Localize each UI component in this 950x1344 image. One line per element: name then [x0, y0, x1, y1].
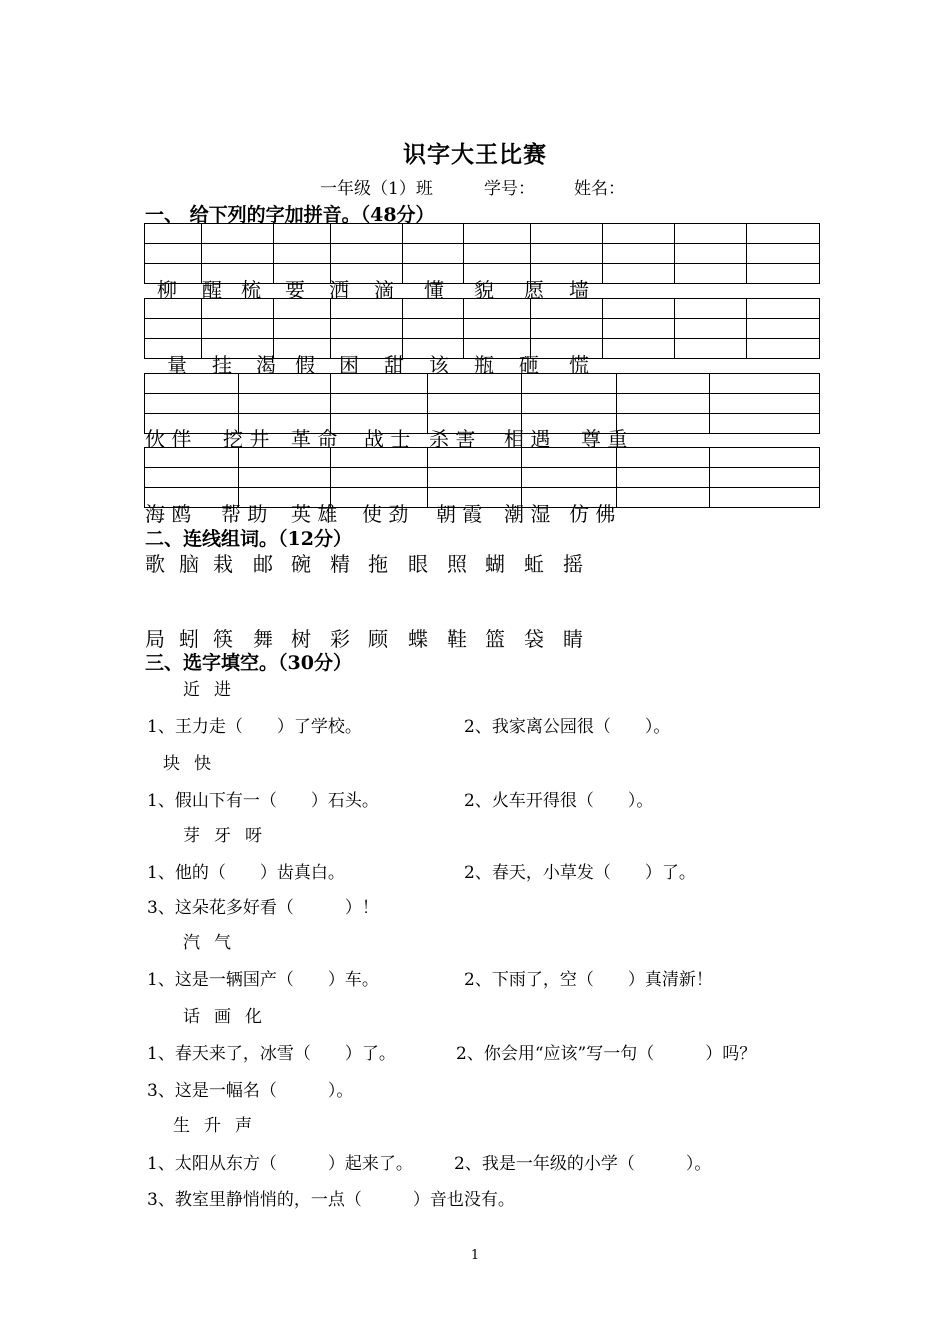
options-4 [183, 928, 245, 953]
question: 3、这是一幅名（ ）。 [147, 1081, 354, 1101]
section2-heading: 二、连线组词。（12分） [145, 528, 352, 550]
word: 挖 井 [223, 427, 270, 451]
question: 2、我家离公园很（ ）。 [464, 717, 671, 737]
name-label: 姓名： [574, 179, 625, 199]
char: 柳 [157, 278, 177, 302]
link-char[interactable]: 蚓 [179, 627, 199, 651]
link-char[interactable]: 照 [447, 552, 467, 576]
pinyin-cell[interactable] [675, 299, 747, 319]
char: 醒 [202, 278, 222, 302]
char: 砸 [519, 353, 539, 377]
option-char: 汽 [183, 933, 200, 953]
pinyin-cell[interactable] [603, 299, 675, 319]
word: 相 遇 [504, 427, 551, 451]
link-char[interactable]: 蝴 [485, 552, 505, 576]
pinyin-cell[interactable] [428, 374, 522, 394]
char: 滴 [374, 278, 394, 302]
word: 革 命 [291, 427, 338, 451]
link-char[interactable]: 邮 [253, 552, 273, 576]
link-char[interactable]: 顾 [368, 627, 388, 651]
question: 3、这朵花多好看（ ）！ [147, 898, 379, 918]
char: 挂 [212, 353, 232, 377]
student-no-label: 学号： [484, 179, 535, 199]
option-char: 气 [214, 933, 231, 953]
pinyin-cell[interactable] [617, 448, 710, 468]
link-char[interactable]: 局 [145, 627, 165, 651]
question: 2、下雨了，空（ ）真清新！ [464, 970, 713, 990]
word: 朝 霞 [436, 502, 483, 526]
link-char[interactable]: 篮 [485, 627, 505, 651]
link-char[interactable]: 歌 [145, 552, 165, 576]
link-char[interactable]: 袋 [524, 627, 544, 651]
option-char: 声 [235, 1116, 252, 1136]
pinyin-cell[interactable] [331, 299, 403, 319]
option-char: 牙 [214, 826, 231, 846]
pinyin-cell[interactable] [145, 374, 239, 394]
option-char: 画 [214, 1007, 231, 1027]
char: 愿 [524, 278, 544, 302]
pinyin-cell[interactable] [675, 224, 747, 244]
char: 懂 [424, 278, 444, 302]
word: 使 劲 [362, 502, 409, 526]
word: 海 鸥 [145, 502, 192, 526]
option-char: 呀 [245, 826, 262, 846]
pinyin-cell[interactable] [464, 299, 531, 319]
char: 貌 [474, 278, 494, 302]
char: 要 [285, 278, 305, 302]
char: 假 [295, 353, 315, 377]
char: 量 [167, 353, 187, 377]
word: 仿 佛 [569, 502, 616, 526]
question: 3、教室里静悄悄的，一点（ ）音也没有。 [147, 1190, 515, 1210]
link-char[interactable]: 栽 [213, 552, 233, 576]
question: 1、太阳从东方（ ）起来了。 [147, 1154, 413, 1174]
pinyin-cell[interactable] [603, 224, 675, 244]
question: 2、春天，小草发（ ）了。 [464, 863, 696, 883]
question: 1、他的（ ）齿真白。 [147, 863, 345, 883]
word: 战 士 [364, 427, 411, 451]
link-char[interactable]: 舞 [253, 627, 273, 651]
pinyin-cell[interactable] [145, 224, 202, 244]
word: 潮 湿 [504, 502, 551, 526]
options-5 [183, 1002, 276, 1027]
link-char[interactable]: 脑 [179, 552, 199, 576]
link-char[interactable]: 精 [330, 552, 350, 576]
option-char: 近 [183, 680, 200, 700]
pinyin-cell[interactable] [617, 374, 710, 394]
char: 甜 [384, 353, 404, 377]
pinyin-cell[interactable] [239, 448, 331, 468]
pinyin-cell[interactable] [331, 374, 428, 394]
option-char: 快 [194, 754, 211, 774]
pinyin-cell[interactable] [747, 224, 820, 244]
char: 墙 [569, 278, 589, 302]
char: 渴 [256, 353, 276, 377]
options-2 [163, 749, 225, 774]
question: 1、春天来了，冰雪（ ）了。 [147, 1044, 396, 1064]
word: 杀 害 [429, 427, 476, 451]
page-number: 1 [470, 1248, 480, 1263]
word: 英 雄 [291, 502, 338, 526]
char: 该 [429, 353, 449, 377]
option-char: 块 [163, 754, 180, 774]
options-1 [183, 675, 245, 700]
char: 梳 [241, 278, 261, 302]
link-char[interactable]: 蝶 [408, 627, 428, 651]
question: 1、假山下有一（ ）石头。 [147, 791, 379, 811]
pinyin-cell[interactable] [531, 299, 603, 319]
pinyin-cell[interactable] [145, 299, 202, 319]
question: 1、这是一辆国产（ ）车。 [147, 970, 379, 990]
class-label: 一年级（1）班 [320, 179, 433, 199]
page-title: 识字大王比赛 [403, 141, 547, 168]
options-3 [183, 821, 276, 846]
pinyin-cell[interactable] [403, 299, 464, 319]
pinyin-cell[interactable] [331, 224, 403, 244]
option-char: 话 [183, 1007, 200, 1027]
char: 瓶 [474, 353, 494, 377]
pinyin-cell[interactable] [710, 374, 820, 394]
pinyin-cell[interactable] [522, 374, 617, 394]
option-char: 化 [245, 1007, 262, 1027]
pinyin-cell[interactable] [531, 224, 603, 244]
pinyin-cell[interactable] [145, 448, 239, 468]
pinyin-cell[interactable] [202, 299, 274, 319]
pinyin-cell[interactable] [747, 299, 820, 319]
link-char[interactable]: 彩 [330, 627, 350, 651]
link-char[interactable]: 摇 [563, 552, 583, 576]
pinyin-cell[interactable] [274, 299, 331, 319]
link-char[interactable]: 眼 [408, 552, 428, 576]
word: 帮 助 [221, 502, 268, 526]
char: 困 [339, 353, 359, 377]
option-char: 进 [214, 680, 231, 700]
section3-heading: 三、选字填空。（30分） [145, 652, 352, 674]
pinyin-cell[interactable] [710, 448, 820, 468]
pinyin-cell[interactable] [403, 224, 464, 244]
question: 1、王力走（ ）了学校。 [147, 717, 362, 737]
link-char[interactable]: 鞋 [447, 627, 467, 651]
link-char[interactable]: 树 [291, 627, 311, 651]
pinyin-cell[interactable] [239, 374, 331, 394]
option-char: 升 [204, 1116, 221, 1136]
section1-heading: 一、 给下列的字加拼音。（48分） [145, 204, 435, 226]
link-char[interactable]: 碗 [291, 552, 311, 576]
question: 2、火车开得很（ ）。 [464, 791, 654, 811]
char: 慌 [569, 353, 589, 377]
pinyin-cell[interactable] [202, 224, 274, 244]
word: 尊 重 [581, 427, 628, 451]
option-char: 芽 [183, 826, 200, 846]
pinyin-cell[interactable] [522, 448, 617, 468]
option-char: 生 [173, 1116, 190, 1136]
char: 洒 [329, 278, 349, 302]
question: 2、你会用“应该”写一句（ ）吗？ [456, 1044, 757, 1064]
word: 伙 伴 [145, 427, 192, 451]
link-char[interactable]: 蚯 [524, 552, 544, 576]
pinyin-cell[interactable] [464, 224, 531, 244]
pinyin-cell[interactable] [331, 448, 428, 468]
pinyin-cell[interactable] [274, 224, 331, 244]
options-6 [173, 1111, 266, 1136]
link-char[interactable]: 拖 [368, 552, 388, 576]
link-char[interactable]: 睛 [563, 627, 583, 651]
link-char[interactable]: 筷 [213, 627, 233, 651]
pinyin-cell[interactable] [428, 448, 522, 468]
question: 2、我是一年级的小学（ ）。 [454, 1154, 712, 1174]
